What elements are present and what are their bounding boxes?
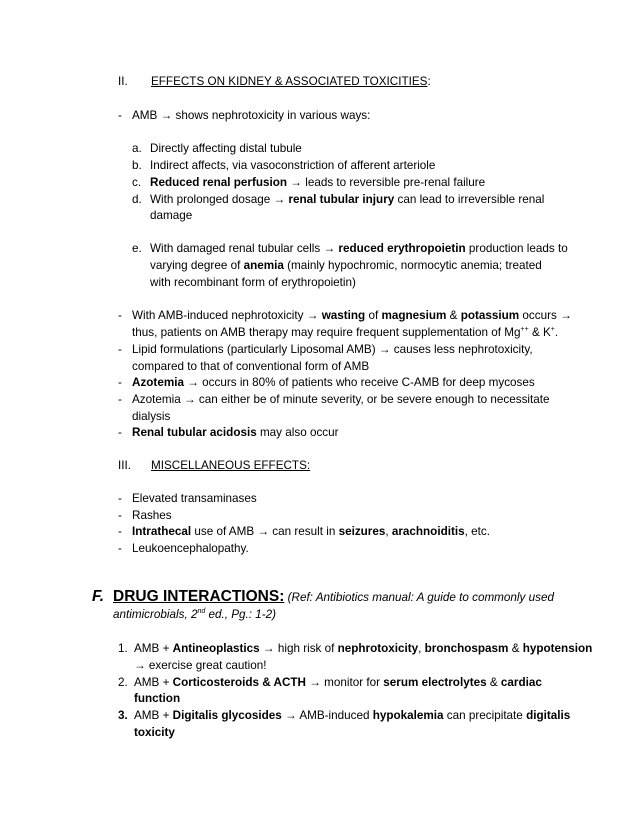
section-f-ref-rest: ed., Pg.: 1-2) xyxy=(205,608,277,621)
interaction-3-bold3: digitalis xyxy=(526,709,571,722)
bullet-3-dash: - xyxy=(118,376,122,389)
intro-text: AMB → shows nephrotoxicity in various ways: xyxy=(132,109,371,122)
item-e-line2-rest: (mainly hypochromic, normocytic anemia; treated xyxy=(283,259,542,272)
interaction-1-pre: AMB + xyxy=(134,642,173,655)
item-d-pre: With prolonged dosage → xyxy=(150,193,289,206)
item-d-bold: renal tubular injury xyxy=(288,193,395,206)
item-a-marker: a. xyxy=(132,142,142,155)
bullet-3-bold: Azotemia xyxy=(132,376,184,389)
misc-4-dash: - xyxy=(118,542,122,555)
interaction-1-bold4: hypotension xyxy=(522,642,593,655)
bullet-4-text: Azotemia → can either be of minute severity, or be severe enough to necessitate xyxy=(132,393,550,406)
bullet-5-dash: - xyxy=(118,426,122,439)
bullet-5-rest: may also occur xyxy=(256,426,339,439)
interaction-1-bold2: nephrotoxicity xyxy=(337,642,419,655)
bullet-1-text xyxy=(132,308,572,324)
interaction-1-marker: 1. xyxy=(118,642,128,655)
item-e-text xyxy=(150,241,568,257)
section-2-heading-colon: : xyxy=(427,75,431,88)
intro-dash: - xyxy=(118,109,122,122)
bullet-3-rest: → occurs in 80% of patients who receive C-AMB for deep mycoses xyxy=(183,376,535,389)
item-a-text: Directly affecting distal tubule xyxy=(150,142,302,155)
bullet-1-rest: occurs → xyxy=(519,309,572,322)
bullet-1-line2-mid: & K xyxy=(528,326,551,339)
bullet-1-sup1: ++ xyxy=(520,326,529,334)
bullet-1-line2-pre: thus, patients on AMB therapy may require frequent supplementation of Mg xyxy=(132,326,521,339)
item-e-line2-bold: anemia xyxy=(243,259,284,272)
item-c-bold: Reduced renal perfusion xyxy=(150,176,288,189)
interaction-1-mid1: → high risk of xyxy=(259,642,338,655)
bullet-5-text xyxy=(132,425,339,441)
section-f-heading-text: DRUG INTERACTIONS: xyxy=(113,588,285,605)
section-2-numeral: II. xyxy=(118,75,128,88)
item-e-line3: with recombinant form of erythropoietin) xyxy=(150,276,356,289)
misc-3-mid2: , xyxy=(385,525,392,538)
section-3-numeral: III. xyxy=(118,459,131,472)
bullet-5-bold: Renal tubular acidosis xyxy=(132,426,257,439)
bullet-1-line2-end: . xyxy=(554,326,559,339)
interaction-3-bold1: Digitalis glycosides xyxy=(172,709,282,722)
interaction-2-line2: function xyxy=(134,692,181,705)
item-e-pre: With damaged renal tubular cells → xyxy=(150,242,339,255)
interaction-1-line2: → exercise great caution! xyxy=(134,659,267,672)
interaction-3-pre: AMB + xyxy=(134,709,173,722)
misc-1-text: Elevated transaminases xyxy=(132,492,257,505)
section-f-ref-pre: antimicrobials, 2 xyxy=(113,608,198,621)
item-e-line2 xyxy=(150,258,542,274)
bullet-1-bold2: magnesium xyxy=(381,309,447,322)
interaction-1-mid3: & xyxy=(508,642,523,655)
bullet-4-dash: - xyxy=(118,393,122,406)
item-d-rest: can lead to irreversible renal xyxy=(394,193,545,206)
interaction-2-bold1: Corticosteroids & ACTH xyxy=(172,676,306,689)
bullet-1-dash: - xyxy=(118,309,122,322)
interaction-2-mid2: & xyxy=(486,676,501,689)
misc-1-dash: - xyxy=(118,492,122,505)
misc-2-dash: - xyxy=(118,509,122,522)
item-e-rest: production leads to xyxy=(465,242,568,255)
bullet-2-dash: - xyxy=(118,343,122,356)
bullet-2-line2: compared to that of conventional form of AMB xyxy=(132,360,370,373)
interaction-1-bold3: bronchospasm xyxy=(424,642,509,655)
misc-4-text: Leukoencephalopathy. xyxy=(132,542,249,555)
bullet-1-line2 xyxy=(132,325,558,341)
interaction-2-bold2: serum electrolytes xyxy=(383,676,487,689)
section-f-letter: F. xyxy=(92,588,105,605)
bullet-1-pre: With AMB-induced nephrotoxicity → xyxy=(132,309,322,322)
misc-3-text xyxy=(132,524,490,540)
misc-2-text: Rashes xyxy=(132,509,172,522)
bullet-4-line2: dialysis xyxy=(132,410,171,423)
section-f-ref-line1: (Ref: Antibiotics manual: A guide to commonly used xyxy=(284,591,554,604)
interaction-1-text xyxy=(134,641,592,657)
misc-3-mid1: use of AMB → can result in xyxy=(191,525,339,538)
section-f-ref-sup: nd xyxy=(197,608,206,616)
interaction-2-pre: AMB + xyxy=(134,676,173,689)
bullet-1-bold1: wasting xyxy=(321,309,366,322)
misc-3-rest: , etc. xyxy=(464,525,490,538)
section-f-heading xyxy=(113,589,554,606)
item-d-line2: damage xyxy=(150,209,193,222)
bullet-1-sup2: + xyxy=(550,326,555,334)
interaction-3-text xyxy=(134,708,570,724)
interaction-3-marker: 3. xyxy=(118,709,128,722)
interaction-2-marker: 2. xyxy=(118,676,128,689)
bullet-1-mid2: & xyxy=(446,309,461,322)
bullet-1-mid1: of xyxy=(365,309,382,322)
bullet-2-text: Lipid formulations (particularly Liposomal AMB) → causes less nephrotoxicity, xyxy=(132,343,533,356)
section-2-heading-text: EFFECTS ON KIDNEY & ASSOCIATED TOXICITIES xyxy=(151,75,428,88)
misc-3-bold2: seizures xyxy=(338,525,386,538)
item-c-text xyxy=(150,175,485,191)
item-c-rest: → leads to reversible pre-renal failure xyxy=(287,176,486,189)
section-3-heading: MISCELLANEOUS EFFECTS: xyxy=(151,459,311,472)
interaction-1-bold1: Antineoplastics xyxy=(172,642,260,655)
interaction-3-bold2: hypokalemia xyxy=(372,709,444,722)
item-c-marker: c. xyxy=(132,176,142,189)
interaction-2-mid1: → monitor for xyxy=(306,676,384,689)
interaction-3-mid1: → AMB-induced xyxy=(281,709,373,722)
bullet-1-bold3: potassium xyxy=(460,309,520,322)
bullet-3-text xyxy=(132,375,535,391)
misc-3-bold3: arachnoiditis xyxy=(391,525,465,538)
interaction-2-text xyxy=(134,675,542,691)
item-e-bold: reduced erythropoietin xyxy=(338,242,466,255)
misc-3-dash: - xyxy=(118,525,122,538)
item-e-marker: e. xyxy=(132,242,142,255)
section-f-ref-line2 xyxy=(113,607,276,623)
item-d-text xyxy=(150,192,544,208)
interaction-3-mid2: can precipitate xyxy=(443,709,527,722)
item-d-marker: d. xyxy=(132,193,142,206)
item-b-marker: b. xyxy=(132,159,142,172)
item-e-line2-pre: varying degree of xyxy=(150,259,244,272)
misc-3-bold1: Intrathecal xyxy=(132,525,192,538)
interaction-1-mid2: , xyxy=(418,642,425,655)
item-b-text: Indirect affects, via vasoconstriction of afferent arteriole xyxy=(150,159,436,172)
interaction-3-line2: toxicity xyxy=(134,726,175,739)
interaction-2-bold3: cardiac xyxy=(500,676,542,689)
section-2-heading xyxy=(151,74,431,90)
